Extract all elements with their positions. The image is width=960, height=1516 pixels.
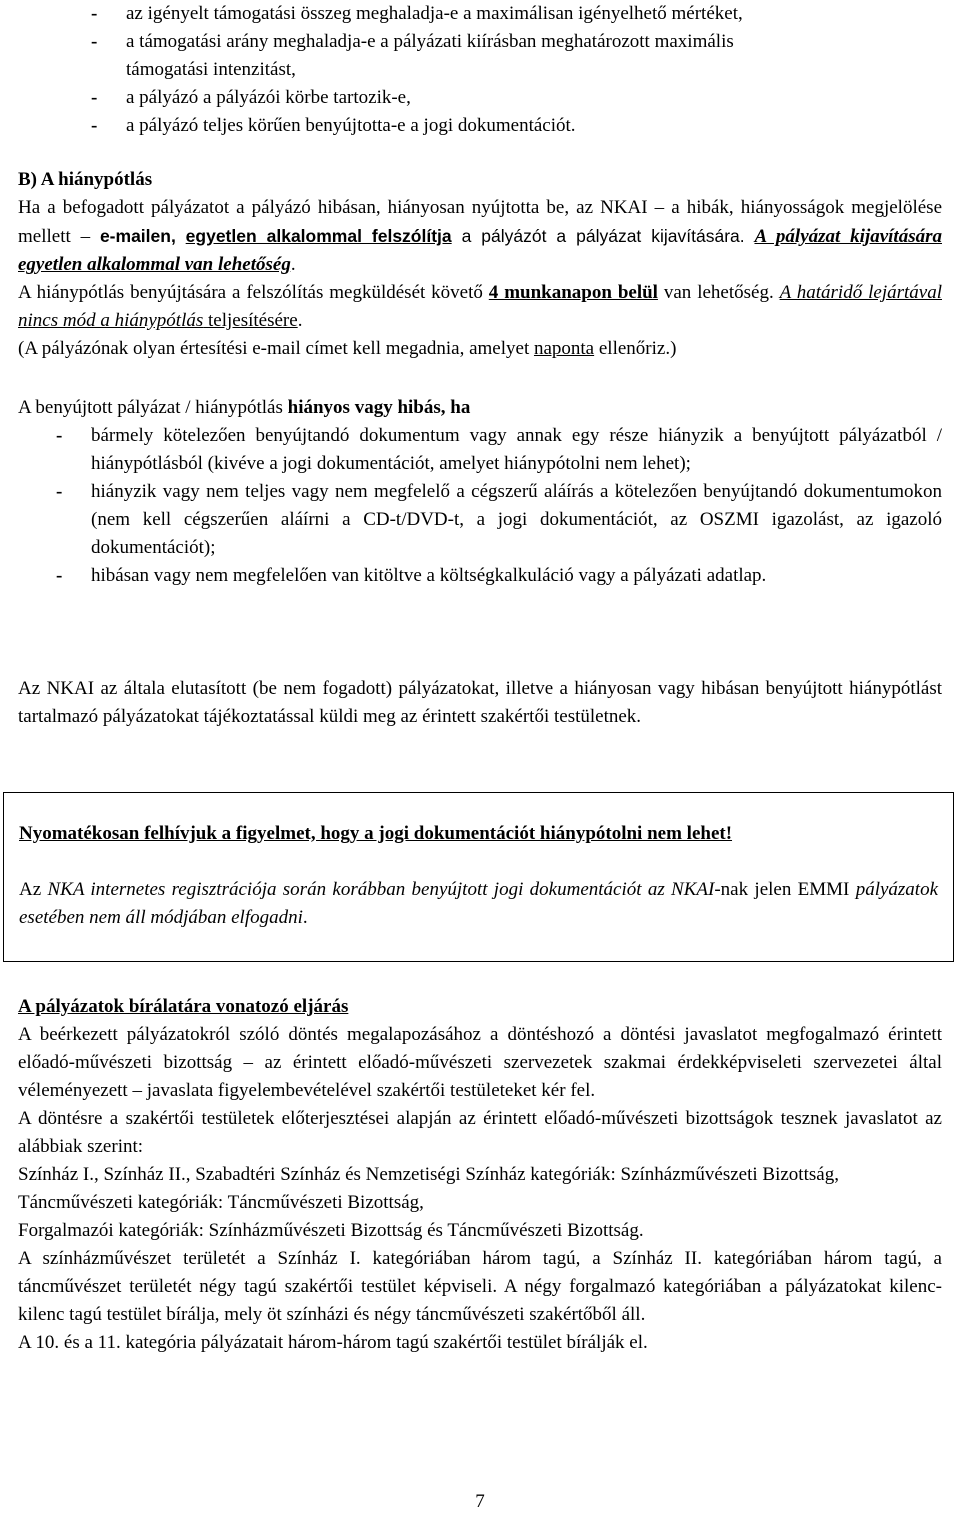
- evaluation-paragraph-4: Táncművészeti kategóriák: Táncművészeti Bizottság,: [18, 1192, 424, 1213]
- evaluation-heading: A pályázatok bírálatára vonatozó eljárás: [18, 996, 349, 1017]
- notice-headline: Nyomatékosan felhívjuk a figyelmet, hogy a jogi dokumentációt hiánypótolni nem lehet!: [19, 823, 733, 844]
- defect-section: [18, 394, 942, 590]
- section-b: [18, 166, 942, 363]
- criteria-list: [18, 0, 942, 140]
- list-item: - hibásan vagy nem megfelelően van kitöltve a költségkalkuláció vagy a pályázati adatlap.: [56, 565, 767, 586]
- list-item: - az igényelt támogatási összeg meghaladja-e a maximálisan igényelhető mértéket,: [91, 3, 743, 24]
- evaluation-paragraph-3: Színház I., Színház II., Szabadtéri Színház és Nemzetiségi Színház kategóriák: Színházművészeti Bizottság,: [18, 1164, 839, 1185]
- evaluation-paragraph-1: A beérkezett pályázatokról szóló döntés megalapozásához a döntéshozó a döntési javaslatot megfogalmazó érintett előadó-művészeti bizottság – az érintett előadó-művészeti szervezetek szakmai érdekképviseleti szervezetei által véleményezett – javaslata figyelembevételével szakértői testületeket kér fel.: [18, 1024, 942, 1101]
- section-b-heading: B) A hiánypótlás: [18, 169, 153, 190]
- list-item: - bármely kötelezően benyújtandó dokumentum vagy annak egy része hiányzik a benyújtott pályázatból / hiánypótlásból (kivéve a jogi dokumentációt, amelyet hiánypótolni nem lehet);: [56, 425, 942, 474]
- list-item-continuation: támogatási intenzitást,: [126, 59, 296, 80]
- list-item: - a támogatási arány meghaladja-e a pályázati kiírásban meghatározott maximális: [91, 31, 734, 52]
- section-b-paragraph-2: A hiánypótlás benyújtására a felszólítás megküldését követő 4 munkanapon belül van lehetőség. A határidő lejártával nincs mód a hiánypótlás teljesítésére.: [18, 282, 942, 331]
- page-number: 7: [475, 1491, 485, 1512]
- list-item: - hiányzik vagy nem teljes vagy nem megfelelő a cégszerű aláírás a kötelezően benyújtandó dokumentumokon (nem kell cégszerűen aláírni a CD-t/DVD-t, a jogi dokumentációt, az OSZMI igazolást, az igazoló dokumentációt);: [56, 481, 942, 558]
- evaluation-paragraph-2: A döntésre a szakértői testületek előterjesztései alapján az érintett előadó-művészeti bizottságok tesznek javaslatot az alábbiak szerint:: [18, 1108, 942, 1157]
- rejection-paragraph: Az NKAI az általa elutasított (be nem fogadott) pályázatokat, illetve a hiányosan vagy hibásan benyújtott hiánypótlást tartalmazó pályázatokat tájékoztatással küldi meg az érintett szakértői testületnek.: [18, 678, 942, 727]
- evaluation-paragraph-5: Forgalmazói kategóriák: Színházművészeti Bizottság és Táncművészeti Bizottság.: [18, 1220, 644, 1241]
- list-item: - a pályázó teljes körűen benyújtotta-e a jogi dokumentációt.: [91, 115, 576, 136]
- notice-body: Az NKA internetes regisztrációja során korábban benyújtott jogi dokumentációt az NKAI-nak jelen EMMI pályázatok esetében nem áll módjában elfogadni.: [19, 879, 939, 928]
- evaluation-paragraph-6: A színházművészet területét a Színház I. kategóriában három tagú, a Színház II. kategóriában három tagú, a táncművészet területét négy tagú szakértői testület képviseli. A négy forgalmazó kategóriában a pályázatokat kilenc-kilenc tagú testület bírálja, mely öt színházi és négy táncművészeti szakértőből áll.: [18, 1248, 942, 1325]
- evaluation-paragraph-7: A 10. és a 11. kategória pályázatait három-három tagú szakértői testület bírálják el.: [18, 1332, 648, 1353]
- section-b-paragraph-3: (A pályázónak olyan értesítési e-mail címet kell megadnia, amelyet naponta ellenőriz.): [18, 338, 677, 359]
- evaluation-section: [18, 993, 942, 1357]
- section-b-paragraph-1: Ha a befogadott pályázatot a pályázó hibásan, hiányosan nyújtotta be, az NKAI – a hibák, hiányosságok megjelölése mellett – e-mailen, egyetlen alkalommal felszólítja a pályázót a pályázat kijavítására. A pályázat kijavítására egyetlen alkalommal van lehetőség.: [18, 197, 942, 275]
- defect-intro: A benyújtott pályázat / hiánypótlás hiányos vagy hibás, ha: [18, 397, 471, 418]
- rejection-section: [18, 675, 942, 731]
- list-item: - a pályázó a pályázói körbe tartozik-e,: [91, 87, 411, 108]
- notice-box: [3, 792, 954, 962]
